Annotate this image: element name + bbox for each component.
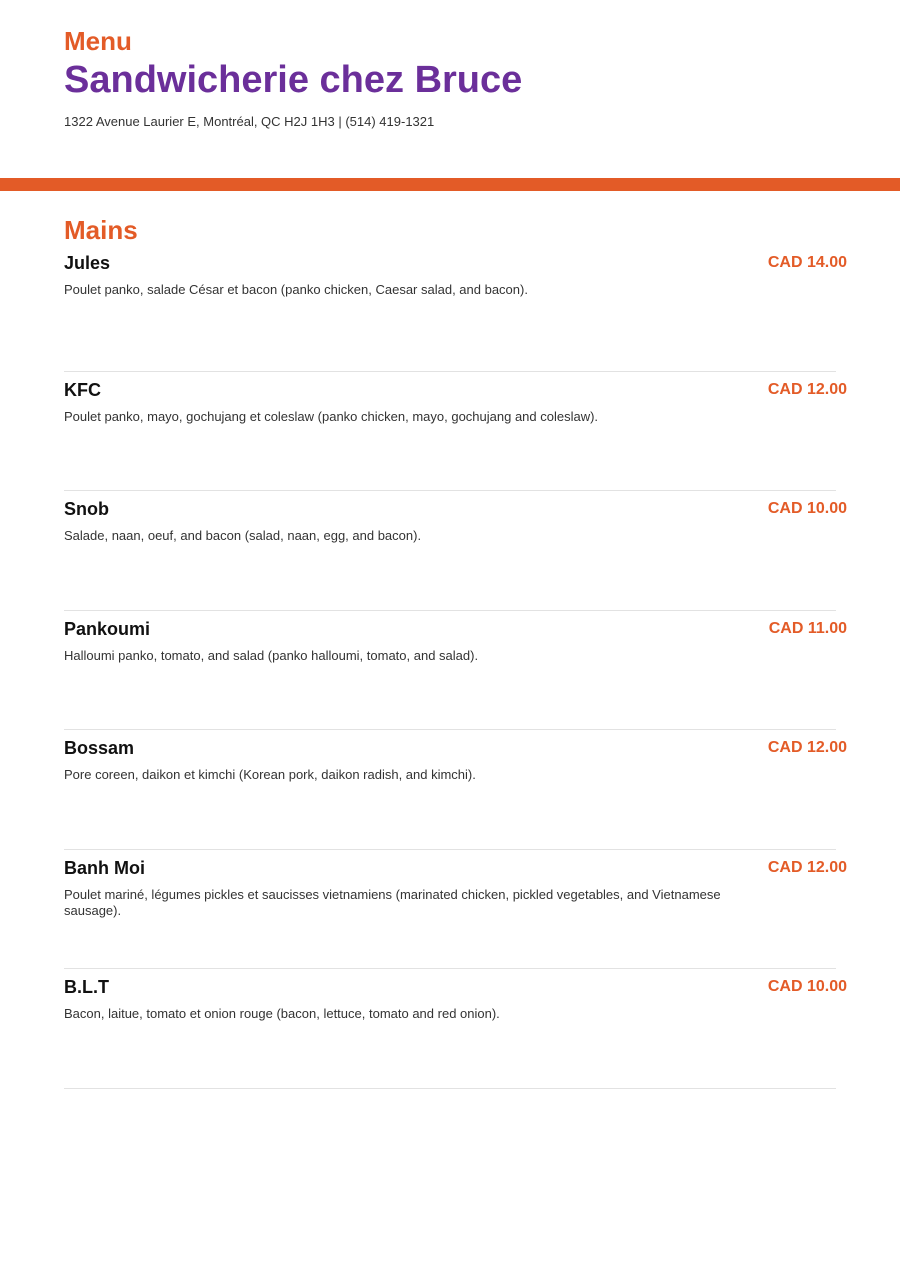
header-divider-bar: [0, 178, 900, 191]
section-title: Mains: [64, 215, 138, 245]
menu-item-description: Poulet panko, mayo, gochujang et coleslaw (panko chicken, mayo, gochujang and coleslaw).: [64, 408, 599, 424]
menu-item-description: Bacon, laitue, tomato et onion rouge (bacon, lettuce, tomato and red onion).: [64, 1006, 500, 1021]
menu-item-price: CAD 14.00: [767, 254, 847, 271]
menu-item: [64, 611, 847, 731]
menu-item-description: Halloumi panko, tomato, and salad (panko halloumi, tomato, and salad).: [64, 647, 479, 663]
menu-item: [64, 730, 847, 850]
menu-item-price: CAD 12.00: [767, 858, 847, 876]
menu-item-description: Pore coreen, daikon et kimchi (Korean pork, daikon radish, and kimchi).: [64, 767, 476, 782]
menu-item-description: Poulet panko, salade César et bacon (panko chicken, Caesar salad, and bacon).: [64, 282, 528, 297]
menu-item-name: Jules: [64, 253, 111, 273]
menu-item-name: KFC: [64, 379, 101, 400]
menu-item-price: CAD 12.00: [767, 739, 847, 756]
menu-item-price: CAD 12.00: [767, 380, 847, 398]
menu-item: [64, 372, 847, 492]
restaurant-name: Sandwicherie chez Bruce: [64, 59, 523, 101]
menu-item-name: B.L.T: [64, 977, 109, 997]
menu-header: [64, 26, 844, 130]
menu-items-list: [64, 252, 847, 1089]
menu-item-price: CAD 10.00: [767, 978, 847, 995]
menu-label: Menu: [64, 26, 132, 56]
menu-item: [64, 850, 847, 970]
menu-item: [64, 252, 847, 372]
address-line: 1322 Avenue Laurier E, Montréal, QC H2J 1H3 | (514) 419-1321: [64, 114, 435, 129]
menu-item-name: Snob: [64, 499, 109, 519]
menu-item: [64, 491, 847, 611]
menu-item-description: Poulet mariné, légumes pickles et saucisses vietnamiens (marinated chicken, pickled vegetables, and Vietnamese sausage).: [64, 886, 721, 918]
menu-item-name: Bossam: [64, 738, 135, 758]
menu-item-name: Pankoumi: [64, 618, 151, 639]
menu-item-description: Salade, naan, oeuf, and bacon (salad, naan, egg, and bacon).: [64, 528, 422, 543]
menu-item-price: CAD 11.00: [768, 619, 847, 637]
menu-item: [64, 969, 847, 1089]
menu-item-name: Banh Moi: [64, 857, 145, 878]
menu-item-price: CAD 10.00: [767, 500, 847, 517]
